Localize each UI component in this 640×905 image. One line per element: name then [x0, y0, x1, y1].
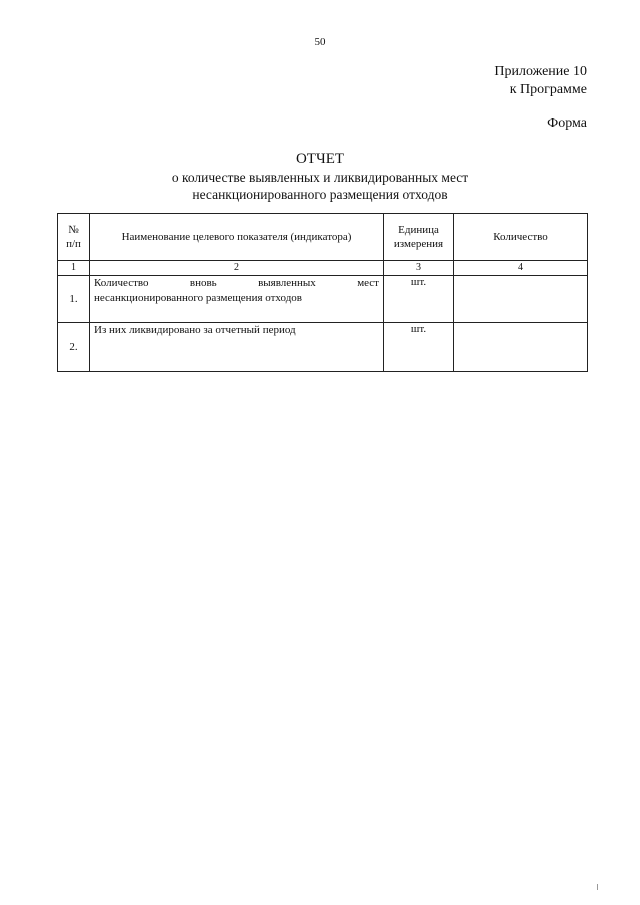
scan-mark	[597, 884, 598, 890]
report-table	[57, 213, 588, 372]
header-number-line-2: п/п	[66, 238, 81, 250]
indicator-word: мест	[357, 277, 379, 289]
column-number: 2	[90, 261, 384, 276]
table-row	[58, 323, 588, 372]
column-number-row	[58, 261, 588, 276]
row-index: 2.	[58, 323, 90, 372]
column-number: 4	[454, 261, 588, 276]
unit-cell: шт.	[384, 323, 454, 372]
header-quantity: Количество	[454, 214, 588, 261]
indicator-word: вновь	[189, 277, 217, 289]
unit-cell: шт.	[384, 276, 454, 323]
appendix-line-1: Приложение 10	[494, 64, 587, 79]
indicator-word: выявленных	[258, 277, 316, 289]
form-label: Форма	[547, 116, 587, 131]
report-title-block	[0, 150, 640, 203]
appendix-line-2: к Программе	[509, 82, 587, 97]
row-index: 1.	[58, 276, 90, 323]
indicator-name-cell	[90, 276, 384, 323]
report-subtitle-line-1: о количестве выявленных и ликвидированных мест	[171, 170, 469, 185]
header-indicator-name: Наименование целевого показателя (индикатора)	[90, 214, 384, 261]
header-number	[58, 214, 90, 261]
page-number: 50	[314, 36, 326, 48]
indicator-word: Количество	[94, 277, 149, 289]
column-number: 3	[384, 261, 454, 276]
table-header-row	[58, 214, 588, 261]
header-unit-line-1: Единица	[398, 224, 439, 236]
header-number-line-1: №	[68, 224, 79, 236]
column-number: 1	[58, 261, 90, 276]
table-row	[58, 276, 588, 323]
header-unit	[384, 214, 454, 261]
quantity-cell[interactable]	[454, 323, 588, 372]
report-title: ОТЧЕТ	[295, 151, 345, 167]
header-unit-line-2: измерения	[393, 238, 444, 250]
indicator-name-line-1	[94, 276, 379, 291]
indicator-name-line-2: несанкционированного размещения отходов	[94, 292, 302, 304]
report-subtitle-line-2: несанкционированного размещения отходов	[192, 187, 448, 202]
quantity-cell[interactable]	[454, 276, 588, 323]
appendix-reference	[494, 63, 587, 99]
indicator-name-cell: Из них ликвидировано за отчетный период	[90, 323, 384, 372]
